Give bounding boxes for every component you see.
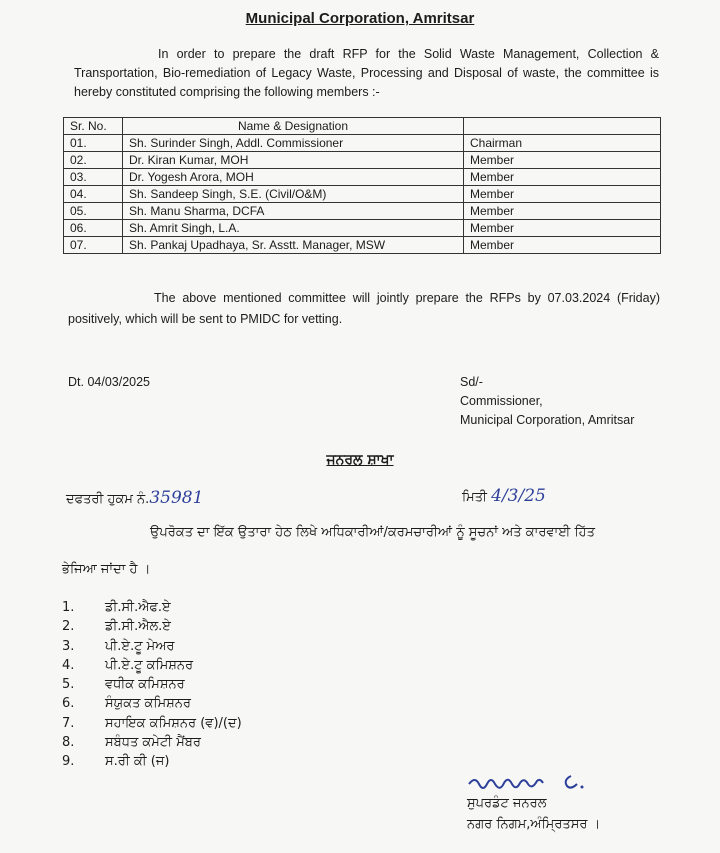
forwarding-text-line-1: ਉਪਰੋਕਤ ਦਾ ਇੱਕ ਉਤਾਰਾ ਹੇਠ ਲਿਖੇ ਅਧਿਕਾਰੀਆਂ/ਕਰਮਚਾਰੀਆਂ ਨੂੰ ਸੂਚਨਾਂ ਅਤੇ ਕਾਰਵਾਈ ਹਿੱਤ [150,525,595,540]
header-role [464,118,661,135]
document-title: Municipal Corporation, Amritsar [245,10,475,27]
list-item: 2. ਡੀ.ਸੀ.ਐਲ.ਏ [62,619,171,635]
cell-name: Dr. Yogesh Arora, MOH [123,169,464,186]
order-label: ਦਫਤਰੀ ਹੁਕਮ ਨੰ. [66,492,150,507]
cell-role: Member [464,203,661,220]
cell-sr: 06. [64,220,123,237]
cell-name: Sh. Sandeep Singh, S.E. (Civil/O&M) [123,186,464,203]
table-row [64,220,661,237]
closing-paragraph: The above mentioned committee will jointly prepare the RFPs by 07.03.2024 (Friday) positively, which will be sent to PMIDC for vetting. [68,291,660,326]
forwarding-text-line-2: ਭੇਜਿਆ ਜਾਂਦਾ ਹੈ । [62,562,151,577]
table-row [64,186,661,203]
header-sr-no: Sr. No. [64,118,123,135]
cell-sr: 03. [64,169,123,186]
cell-name: Sh. Manu Sharma, DCFA [123,203,464,220]
cell-sr: 05. [64,203,123,220]
superintendent-office: ਨਗਰ ਨਿਗਮ,ਅੰਮ੍ਰਿਤਸਰ । [467,817,601,832]
office-order-number [66,488,203,508]
cell-name: Sh. Surinder Singh, Addl. Commissioner [123,135,464,152]
committee-table [63,117,661,254]
cell-name: Sh. Amrit Singh, L.A. [123,220,464,237]
cell-name: Dr. Kiran Kumar, MOH [123,152,464,169]
list-item: 3. ਪੀ.ਏ.ਟੂ ਮੇਅਰ [62,638,175,654]
cell-sr: 02. [64,152,123,169]
intro-paragraph: In order to prepare the draft RFP for the Solid Waste Management, Collection & Transportation, Bio-remediation of Legacy Waste, Processing and Disposal of waste, the committee is hereby constituted comprising the following members :- [74,47,659,99]
cell-role: Member [464,152,661,169]
date-handwritten: 4/3/25 [491,486,546,506]
cell-role: Member [464,220,661,237]
superintendent-title: ਸੁਪਰਡੰਟ ਜਨਰਲ [467,796,547,811]
date-label: ਮਿਤੀ [462,490,487,505]
cell-role: Member [464,169,661,186]
signatory-designation: Commissioner, [460,394,543,408]
table-row [64,152,661,169]
order-date [462,486,546,506]
header-name-designation: Name & Designation [123,118,464,135]
list-item: 6. ਸੰਯੁਕਤ ਕਮਿਸ਼ਨਰ [62,696,191,712]
handwritten-signature [467,768,607,794]
table-row [64,135,661,152]
cell-role: Member [464,186,661,203]
date-line: Dt. 04/03/2025 [68,375,151,389]
list-item: 4. ਪੀ.ਏ.ਟੂ ਕਮਿਸ਼ਨਰ [62,657,194,673]
list-item: 8. ਸਬੰਧਤ ਕਮੇਟੀ ਮੈਂਬਰ [62,735,201,751]
cell-sr: 01. [64,135,123,152]
list-item: 1. ਡੀ.ਸੀ.ਐਫ.ਏ [62,600,171,615]
table-header-row [64,118,661,135]
table-row [64,203,661,220]
table-row [64,169,661,186]
order-number-handwritten: 35981 [149,488,204,508]
commissioner-signature-block [460,373,634,430]
distribution-list [62,598,242,772]
cell-name: Sh. Pankaj Upadhaya, Sr. Asstt. Manager, MSW [123,237,464,254]
list-item: 7. ਸਹਾਇਕ ਕਮਿਸ਼ਨਰ (ਵ)/(ਦ) [62,715,242,731]
list-item: 5. ਵਧੀਕ ਕਮਿਸ਼ਨਰ [62,677,185,693]
general-branch-heading: ਜਨਰਲ ਸ਼ਾਖਾ [326,452,394,468]
cell-sr: 04. [64,186,123,203]
cell-role: Chairman [464,135,661,152]
superintendent-block [467,793,600,835]
sd-mark: Sd/- [460,375,483,389]
cell-role: Member [464,237,661,254]
cell-sr: 07. [64,237,123,254]
signatory-office: Municipal Corporation, Amritsar [460,413,635,427]
table-row [64,237,661,254]
list-item: 9. ਸ.ਰੀ ਕੀ (ਜ) [62,754,170,770]
